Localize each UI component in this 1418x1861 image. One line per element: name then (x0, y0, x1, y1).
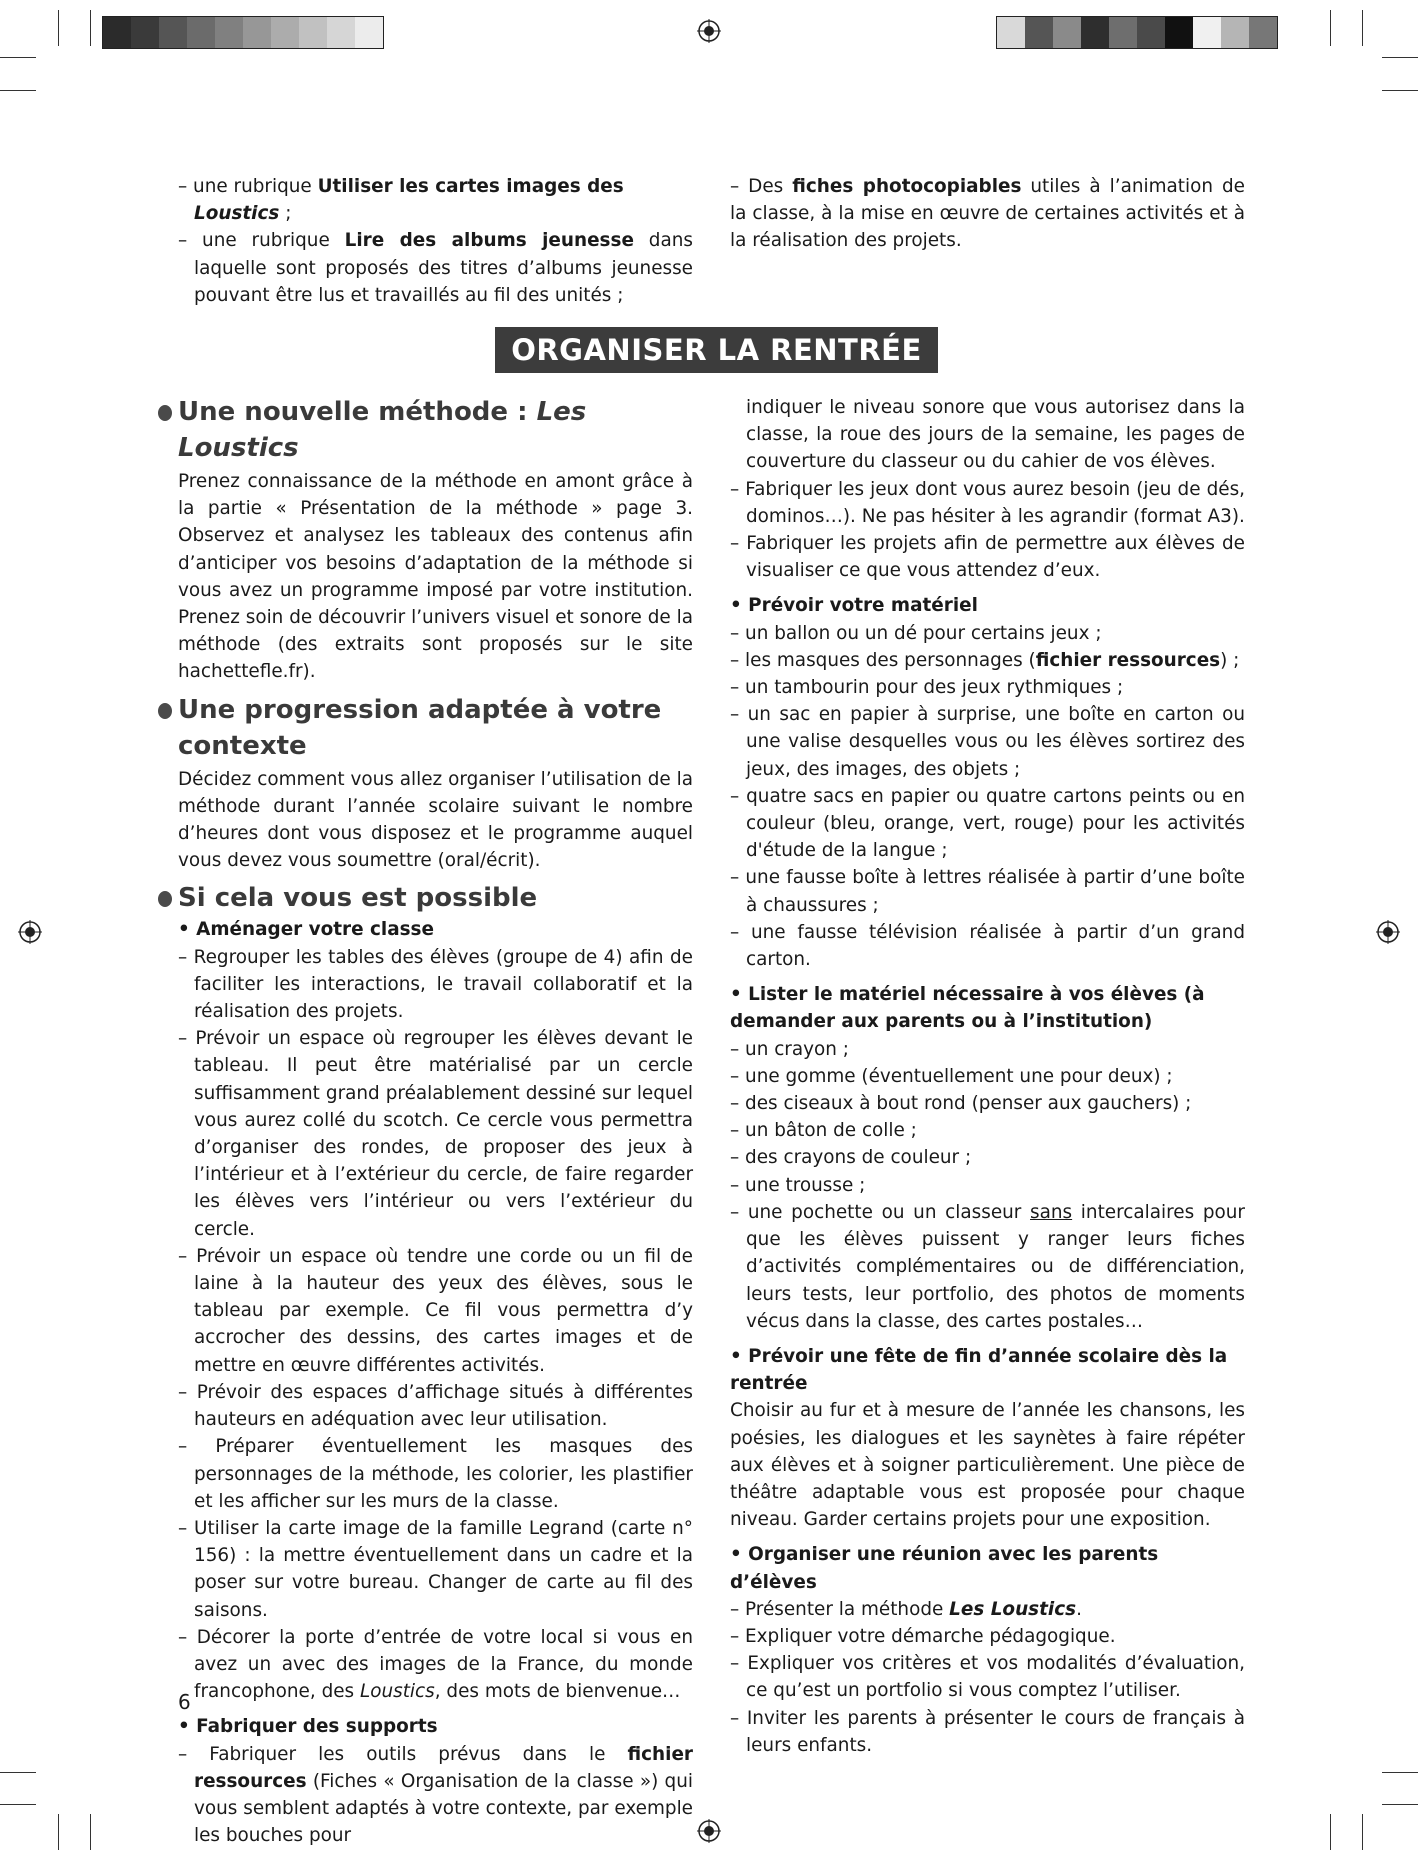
paragraph: Décidez comment vous allez organiser l’utilisation de la méthode durant l’année scolaire suivant le nombre d’heures dont vous disposez et le programme auquel vous devez vous soumettre (oral/écrit). (178, 768, 693, 872)
swatch (271, 17, 299, 48)
list-item: – Utiliser la carte image de la famille Legrand (carte n° 156) : la mettre éventuellement dans un cadre et la poser sur votre bureau. Changer de carte au fil des saisons. (178, 1517, 693, 1621)
subheading: • Prévoir votre matériel (730, 595, 978, 617)
list-item: – Regrouper les tables des élèves (groupe de 4) afin de faciliter les interactions, le travail collaboratif et la réalisation des projets. (178, 946, 693, 1023)
swatch (215, 17, 243, 48)
crop-mark (58, 1814, 59, 1850)
swatch (1193, 17, 1221, 48)
top-left-column (178, 173, 693, 309)
list-item-continued: indiquer le niveau sonore que vous autorisez dans la classe, la roue des jours de la semaine, les pages de couverture du classeur ou du cahier de vos élèves. (746, 397, 1245, 473)
paragraph: Choisir au fur et à mesure de l’année les chansons, les poésies, les dialogues et les saynètes à faire répéter aux élèves et à soigner particulièrement. Une pièce de théâtre adaptable vous est proposée pour chaque niveau. Garder certains projets pour une exposition. (730, 1400, 1245, 1531)
list-item: – un sac en papier à surprise, une boîte en carton ou une valise desquelles vous ou les élèves sortirez des jeux, des images, des objets ; (730, 704, 1245, 780)
list-item: – Expliquer votre démarche pédagogique. (730, 1625, 1116, 1647)
crop-mark (1382, 90, 1418, 91)
crop-mark (0, 1804, 36, 1805)
top-right-column (730, 173, 1245, 255)
list-item: – Prévoir un espace où tendre une corde ou un fil de laine à la hauteur des yeux des élèves, sous le tableau par exemple. Ce fil vous permettra d’y accrocher des dessins, des cartes images et de mettre en œuvre différentes activités. (178, 1245, 693, 1376)
list-item: – un crayon ; (730, 1038, 849, 1060)
swatch (327, 17, 355, 48)
list-item: – Expliquer vos critères et vos modalités d’évaluation, ce qu’est un portfolio si vous comptez l’utiliser. (730, 1653, 1245, 1702)
subheading: • Lister le matériel nécessaire à vos élèves (à demander aux parents ou à l’institution) (730, 984, 1205, 1033)
crop-mark (1330, 10, 1331, 46)
list-item: – une rubrique Lire des albums jeunesse dans laquelle sont proposés des titres d’albums jeunesse pouvant être lus et travaillés au fil des unités ; (178, 230, 693, 306)
crop-mark (0, 90, 36, 91)
paragraph: Prenez connaissance de la méthode en amont grâce à la partie « Présentation de la méthode » page 3. Observez et analysez les tableaux des contenus afin d’anticiper vos besoins d’adaptation de la méthode si vous avez un programme imposé par votre institution. Prenez soin de découvrir l’univers visuel et sonore de la méthode (des extraits sont proposés sur le site hachettefle.fr). (178, 471, 693, 683)
swatch (131, 17, 159, 48)
list-item: – un tambourin pour des jeux rythmiques ; (730, 677, 1124, 699)
heading-progression: Une progression adaptée à votre contexte (158, 692, 693, 764)
color-swatch-strip-left (102, 16, 384, 49)
list-item: – une fausse télévision réalisée à partir d’un grand carton. (730, 921, 1245, 971)
bullet-dot (158, 891, 172, 907)
list-item: – un bâton de colle ; (730, 1120, 917, 1142)
list-item: – Des fiches photocopiables utiles à l’animation de la classe, à la mise en œuvre de certaines activités et à la réalisation des projets. (730, 176, 1245, 252)
left-column (158, 394, 693, 1849)
swatch (1053, 17, 1081, 48)
list-item: – Présenter la méthode Les Loustics. (730, 1598, 1082, 1620)
subheading: • Fabriquer des supports (178, 1716, 438, 1738)
swatch (243, 17, 271, 48)
crop-mark (1382, 1804, 1418, 1805)
list-item: – un ballon ou un dé pour certains jeux ; (730, 622, 1102, 644)
swatch (997, 17, 1025, 48)
swatch (1249, 17, 1277, 48)
registration-mark-icon (1376, 920, 1400, 944)
subheading: • Prévoir une fête de fin d’année scolaire dès la rentrée (730, 1345, 1228, 1395)
bullet-dot (158, 703, 172, 719)
crop-mark (1362, 10, 1363, 46)
bullet-dot (158, 405, 172, 421)
list-item: – une pochette ou un classeur sans intercalaires pour que les élèves puissent y ranger leurs fiches d’activités complémentaires ou de différenciation, leurs tests, leur portfolio, des photos de moments vécus dans la classe, des cartes postales… (730, 1201, 1245, 1332)
list-item: – les masques des personnages (fichier ressources) ; (730, 649, 1240, 671)
swatch (1137, 17, 1165, 48)
crop-mark (1382, 57, 1418, 58)
heading-possible: Si cela vous est possible (158, 880, 693, 916)
swatch (1081, 17, 1109, 48)
swatch (1025, 17, 1053, 48)
registration-mark-icon (697, 1819, 721, 1843)
page-number: 6 (178, 1690, 191, 1714)
swatch (299, 17, 327, 48)
crop-mark (1330, 1814, 1331, 1850)
registration-mark-icon (697, 19, 721, 43)
list-item: – une rubrique Utiliser les cartes images des Loustics ; (178, 176, 624, 225)
swatch (103, 17, 131, 48)
crop-mark (1362, 1814, 1363, 1850)
color-swatch-strip-right (996, 16, 1278, 49)
list-item: – une fausse boîte à lettres réalisée à partir d’une boîte à chaussures ; (730, 867, 1245, 916)
crop-mark (1382, 1772, 1418, 1773)
list-item: – quatre sacs en papier ou quatre cartons peints ou en couleur (bleu, orange, vert, rouge) pour les activités d'étude de la langue ; (730, 785, 1245, 862)
list-item: – Décorer la porte d’entrée de votre local si vous en avez un avec des images de la France, du monde francophone, des Loustics, des mots de bienvenue… (178, 1626, 693, 1703)
crop-mark (0, 1772, 36, 1773)
swatch (1109, 17, 1137, 48)
registration-mark-icon (18, 920, 42, 944)
section-title: ORGANISER LA RENTRÉE (495, 327, 938, 373)
crop-mark (90, 10, 91, 46)
list-item: – Prévoir un espace où regrouper les élèves devant le tableau. Il peut être matérialisé par un cercle suffisamment grand préalablement dessiné sur lequel vous aurez collé du scotch. Ce cercle vous permettra d’organiser des rondes, de proposer des jeux à l’intérieur et à l’extérieur du cercle, de faire regarder les élèves vers l’intérieur ou vers l’extérieur du cercle. (178, 1028, 693, 1240)
list-item: – une trousse ; (730, 1174, 866, 1196)
swatch (1221, 17, 1249, 48)
list-item: – Prévoir des espaces d’affichage situés à différentes hauteurs en adéquation avec leur utilisation. (178, 1381, 693, 1431)
swatch (355, 17, 383, 48)
list-item: – Inviter les parents à présenter le cours de français à leurs enfants. (730, 1707, 1245, 1756)
right-column (730, 394, 1245, 1759)
crop-mark (58, 10, 59, 46)
subheading: • Aménager votre classe (178, 919, 434, 941)
list-item: – des ciseaux à bout rond (penser aux gauchers) ; (730, 1093, 1192, 1115)
list-item: – Fabriquer les outils prévus dans le fichier ressources (Fiches « Organisation de la classe ») qui vous semblent adaptés à votre contexte, par exemple les bouches pour (178, 1743, 693, 1847)
crop-mark (90, 1814, 91, 1850)
list-item: – des crayons de couleur ; (730, 1147, 972, 1169)
list-item: – une gomme (éventuellement une pour deux) ; (730, 1065, 1173, 1087)
crop-mark (0, 57, 36, 58)
heading-methode: Une nouvelle méthode : Les Loustics (158, 394, 693, 466)
list-item: – Préparer éventuellement les masques des personnages de la méthode, les colorier, les plastifier et les afficher sur les murs de la classe. (178, 1436, 693, 1512)
swatch (187, 17, 215, 48)
list-item: – Fabriquer les projets afin de permettre aux élèves de visualiser ce que vous attendez d’eux. (730, 533, 1245, 582)
list-item: – Fabriquer les jeux dont vous aurez besoin (jeu de dés, dominos…). Ne pas hésiter à les agrandir (format A3). (730, 478, 1245, 527)
swatch (1165, 17, 1193, 48)
subheading: • Organiser une réunion avec les parents d’élèves (730, 1544, 1159, 1593)
swatch (159, 17, 187, 48)
